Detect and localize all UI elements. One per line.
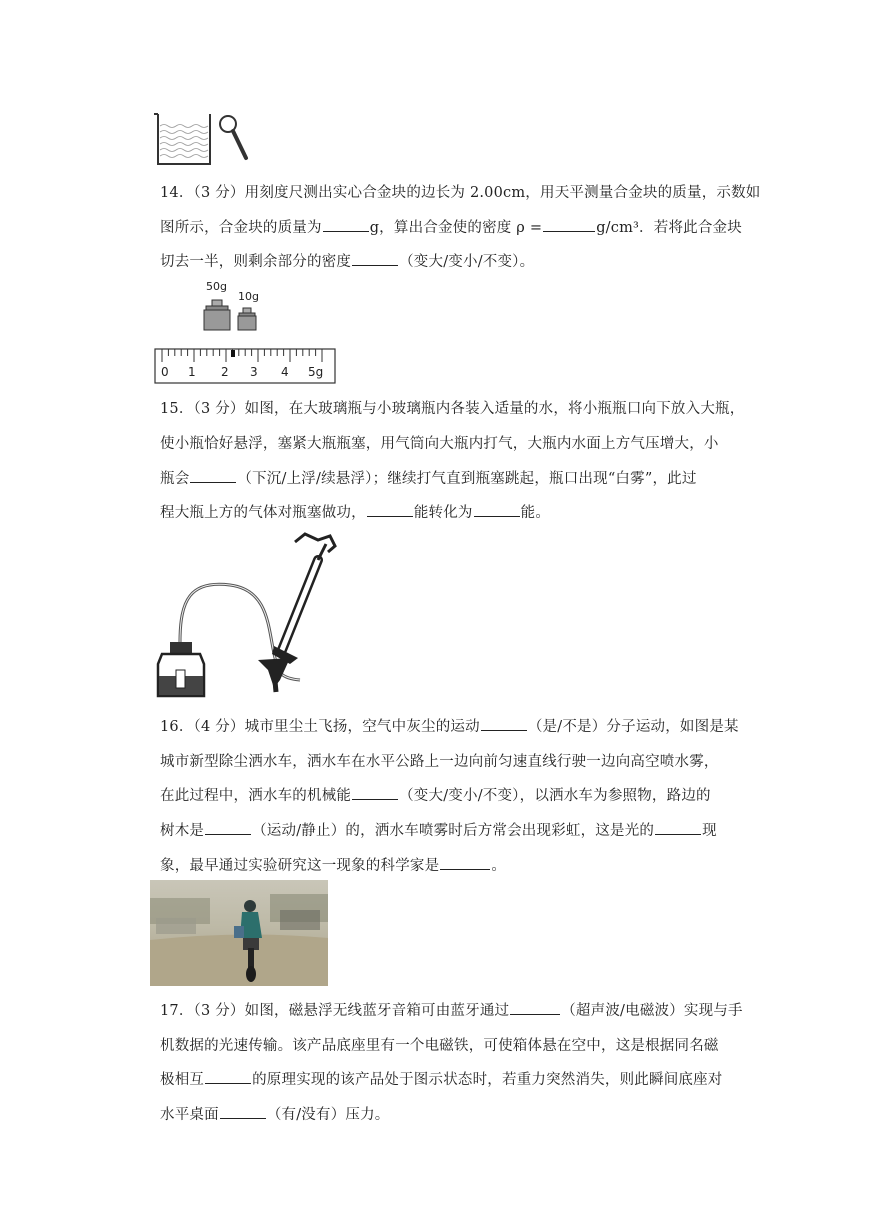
answer-blank xyxy=(543,219,595,232)
q16-line-2: 城市新型除尘洒水车，洒水车在水平公路上一边向前匀速直线行驶一边向高空喷水雾， xyxy=(160,754,719,770)
answer-blank xyxy=(474,504,520,517)
q15-text: 能转化为 xyxy=(413,505,473,521)
q14-text: g，算出合金使的密度 ρ = xyxy=(369,220,543,236)
balance-weights-figure xyxy=(150,278,350,388)
q14-text: 图所示，合金块的质量为 xyxy=(160,220,322,236)
q14-line-3 xyxy=(160,250,534,271)
q15-text: 程大瓶上方的气体对瓶塞做功， xyxy=(160,505,366,521)
answer-blank xyxy=(352,253,398,266)
q16-text: （是/不是）分子运动，如图是某 xyxy=(527,719,739,735)
q16-text: （变大/变小/不变），以洒水车为参照物，路边的 xyxy=(399,788,711,804)
answer-blank xyxy=(367,504,413,517)
answer-blank xyxy=(220,1106,266,1119)
q15-line-4 xyxy=(160,501,550,522)
q14-text: 切去一半，则剩余部分的密度 xyxy=(160,254,352,270)
bottle-air-pump-figure xyxy=(150,530,360,700)
ruler-tick-label: 5g xyxy=(308,365,324,379)
ruler-labels xyxy=(158,365,338,383)
q15-line-1: 15．（3 分）如图，在大玻璃瓶与小玻璃瓶内各装入适量的水，将小瓶瓶口向下放入大瓶， xyxy=(160,401,745,417)
q17-line-3 xyxy=(160,1068,723,1089)
ruler-tick-label: 4 xyxy=(281,365,289,379)
q16-text: 象，最早通过实验研究这一现象的科学家是 xyxy=(160,858,440,874)
ruler-tick-label: 2 xyxy=(221,365,229,379)
q17-text: 的原理实现的该产品处于图示状态时，若重力突然消失，则此瞬间底座对 xyxy=(252,1072,723,1088)
answer-blank xyxy=(655,822,701,835)
answer-blank xyxy=(510,1002,560,1015)
ruler-tick-label: 1 xyxy=(188,365,196,379)
weight-10g-label: 10g xyxy=(238,290,259,303)
q16-line-1 xyxy=(160,715,739,736)
q15-text: 瓶会 xyxy=(160,471,190,487)
answer-blank xyxy=(481,718,527,731)
q14-line-1: 14．（3 分）用刻度尺测出实心合金块的边长为 2.00cm，用天平测量合金块的质量，示数如 xyxy=(160,185,761,201)
q16-line-4 xyxy=(160,819,717,840)
weight-50g-label: 50g xyxy=(206,280,227,293)
answer-blank xyxy=(205,822,251,835)
q15-text: 能。 xyxy=(520,505,551,521)
answer-blank xyxy=(352,787,398,800)
dusty-road-photo xyxy=(150,880,328,986)
q17-text: 极相互 xyxy=(160,1072,205,1088)
q15-line-3 xyxy=(160,467,697,488)
q17-text: （有/没有）压力。 xyxy=(266,1107,390,1123)
q15-line-2: 使小瓶恰好悬浮，塞紧大瓶瓶塞，用气筒向大瓶内打气，大瓶内水面上方气压增大，小 xyxy=(160,436,719,452)
q15-text: （下沉/上浮/续悬浮）；继续打气直到瓶塞跳起，瓶口出现“白雾”，此过 xyxy=(237,471,697,487)
q17-line-4 xyxy=(160,1103,390,1124)
q16-text: 树木是 xyxy=(160,823,205,839)
q14-text: g/cm³．若将此合金块 xyxy=(596,220,742,236)
ruler-tick-label: 3 xyxy=(250,365,258,379)
q16-text: 16．（4 分）城市里尘土飞扬，空气中灰尘的运动 xyxy=(160,719,480,735)
answer-blank xyxy=(440,857,490,870)
q16-text: 。 xyxy=(491,858,507,874)
q14-line-2 xyxy=(160,216,742,237)
q17-text: 水平桌面 xyxy=(160,1107,219,1123)
answer-blank xyxy=(190,470,236,483)
q14-text: （变大/变小/不变）。 xyxy=(399,254,535,270)
q17-line-1 xyxy=(160,999,743,1020)
q16-text: 在此过程中，洒水车的机械能 xyxy=(160,788,352,804)
beaker-magnifier-figure xyxy=(150,108,260,168)
q16-text: （运动/静止）的，洒水车喷雾时后方常会出现彩虹，这是光的 xyxy=(252,823,655,839)
ruler-tick-label: 0 xyxy=(161,365,169,379)
answer-blank xyxy=(323,219,369,232)
q17-text: （超声波/电磁波）实现与手 xyxy=(561,1003,743,1019)
q16-line-3 xyxy=(160,784,711,805)
q17-line-2: 机数据的光速传输。该产品底座里有一个电磁铁，可使箱体悬在空中，这是根据同名磁 xyxy=(160,1038,719,1054)
answer-blank xyxy=(205,1071,251,1084)
q16-text: 现 xyxy=(702,823,717,839)
q16-line-5 xyxy=(160,854,506,875)
q17-text: 17．（3 分）如图，磁悬浮无线蓝牙音箱可由蓝牙通过 xyxy=(160,1003,510,1019)
